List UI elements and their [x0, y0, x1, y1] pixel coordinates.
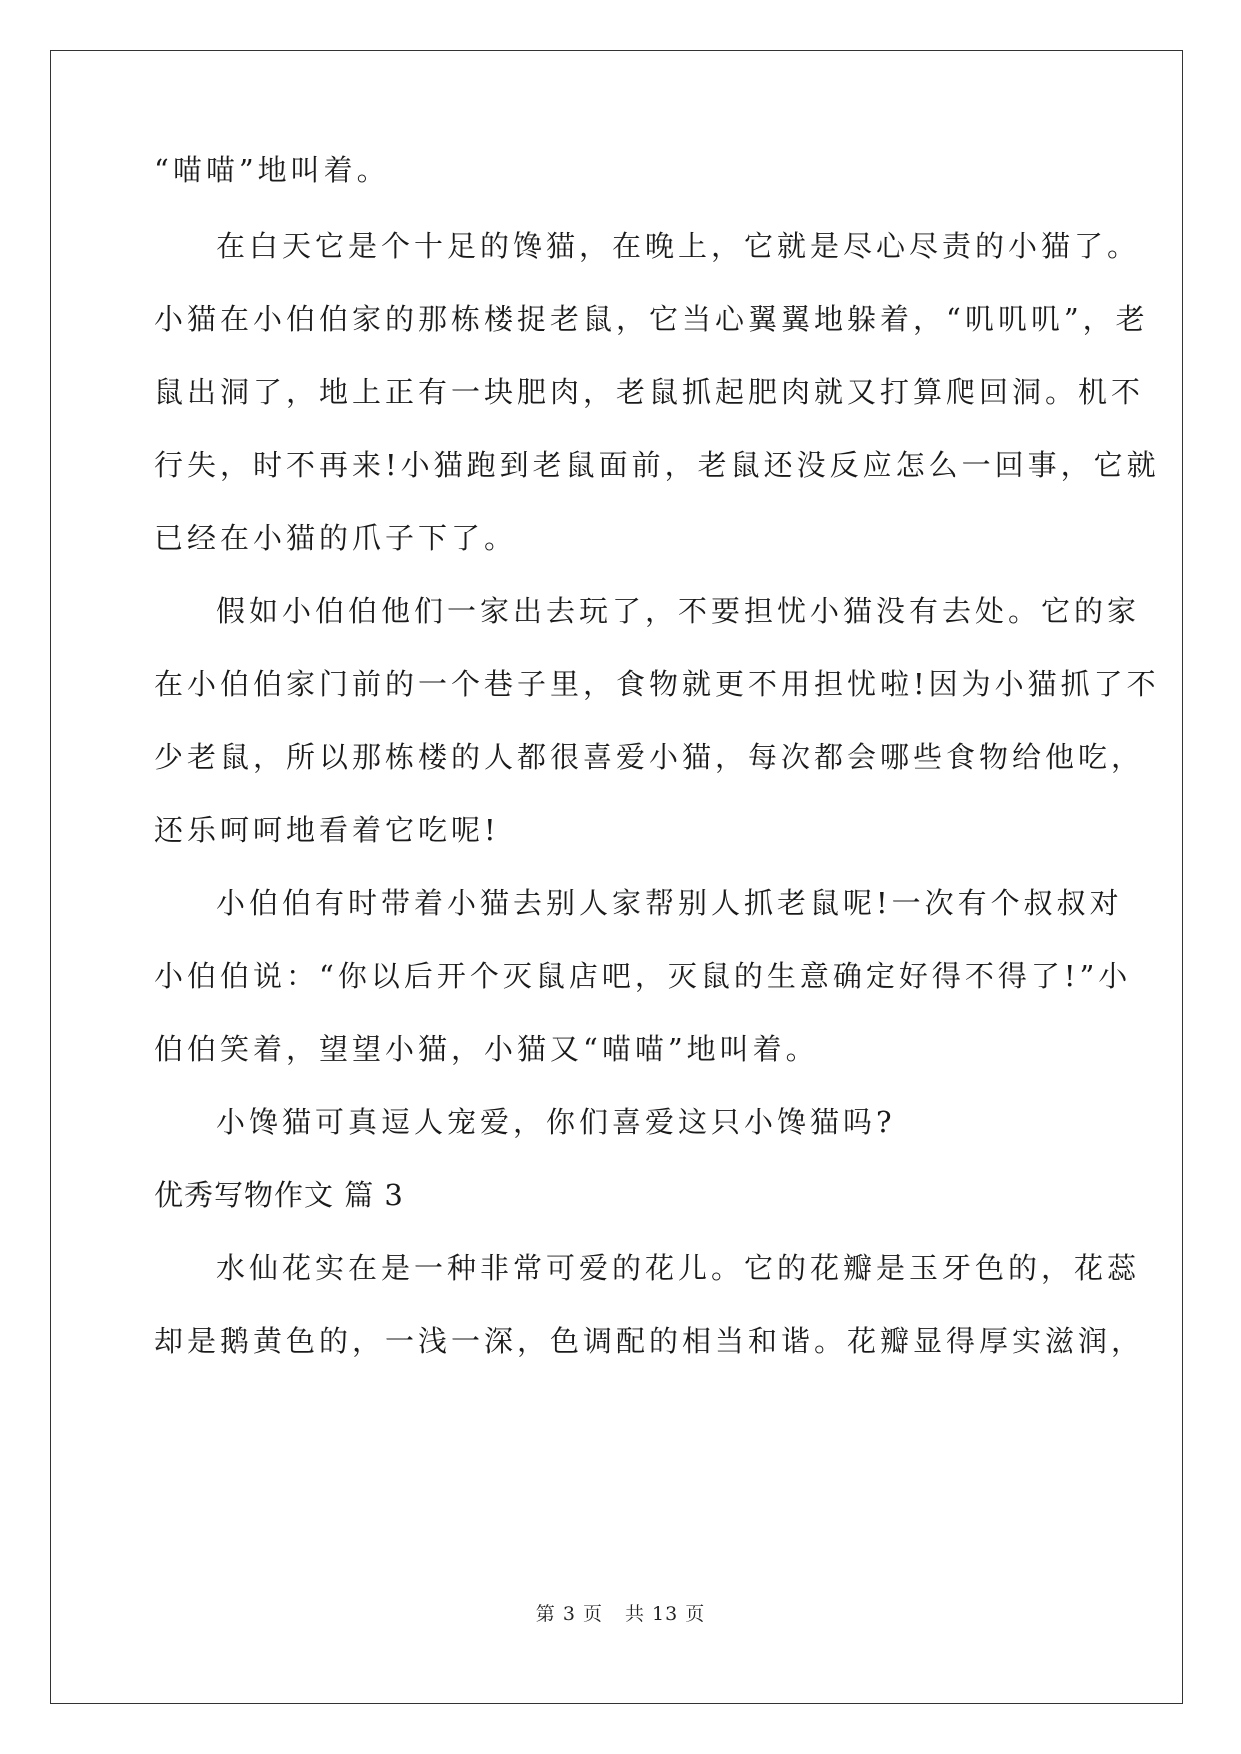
- text-line: 鼠出洞了，地上正有一块肥肉，老鼠抓起肥肉就又打算爬回洞。机不: [154, 375, 1145, 409]
- page-footer: [0, 1602, 1241, 1626]
- text-line: 小伯伯说：“你以后开个灭鼠店吧，灭鼠的生意确定好得不得了!”小: [154, 959, 1132, 993]
- paragraph-start-line: 小馋猫可真逗人宠爱，你们喜爱这只小馋猫吗?: [216, 1105, 896, 1139]
- section-heading: 优秀写物作文 篇 3: [154, 1178, 404, 1212]
- text-line: 在小伯伯家门前的一个巷子里，食物就更不用担忧啦!因为小猫抓了不: [154, 667, 1160, 701]
- text-line: “喵喵”地叫着。: [154, 153, 390, 187]
- text-line: 伯伯笑着，望望小猫，小猫又“喵喵”地叫着。: [154, 1032, 819, 1066]
- text-line: 已经在小猫的爪子下了。: [154, 521, 518, 555]
- text-line: 小猫在小伯伯家的那栋楼捉老鼠，它当心翼翼地躲着，“叽叽叽”，老: [154, 302, 1149, 336]
- text-line: 少老鼠，所以那栋楼的人都很喜爱小猫，每次都会哪些食物给他吃，: [154, 740, 1145, 774]
- text-line: 却是鹅黄色的，一浅一深，色调配的相当和谐。花瓣显得厚实滋润，: [154, 1324, 1145, 1358]
- paragraph-start-line: 假如小伯伯他们一家出去玩了，不要担忧小猫没有去处。它的家: [216, 594, 1141, 628]
- paragraph-start-line: 在白天它是个十足的馋猫，在晚上，它就是尽心尽责的小猫了。: [216, 229, 1141, 263]
- paragraph-start-line: 小伯伯有时带着小猫去别人家帮别人抓老鼠呢!一次有个叔叔对: [216, 886, 1123, 920]
- page-total: 共 13 页: [624, 1603, 706, 1625]
- text-line: 行失，时不再来!小猫跑到老鼠面前，老鼠还没反应怎么一回事，它就: [154, 448, 1160, 482]
- page-number: 第 3 页: [535, 1603, 603, 1625]
- text-line: 还乐呵呵地看着它吃呢!: [154, 813, 500, 847]
- paragraph-start-line: 水仙花实在是一种非常可爱的花儿。它的花瓣是玉牙色的，花蕊: [216, 1251, 1141, 1285]
- page-frame: [50, 50, 1183, 1704]
